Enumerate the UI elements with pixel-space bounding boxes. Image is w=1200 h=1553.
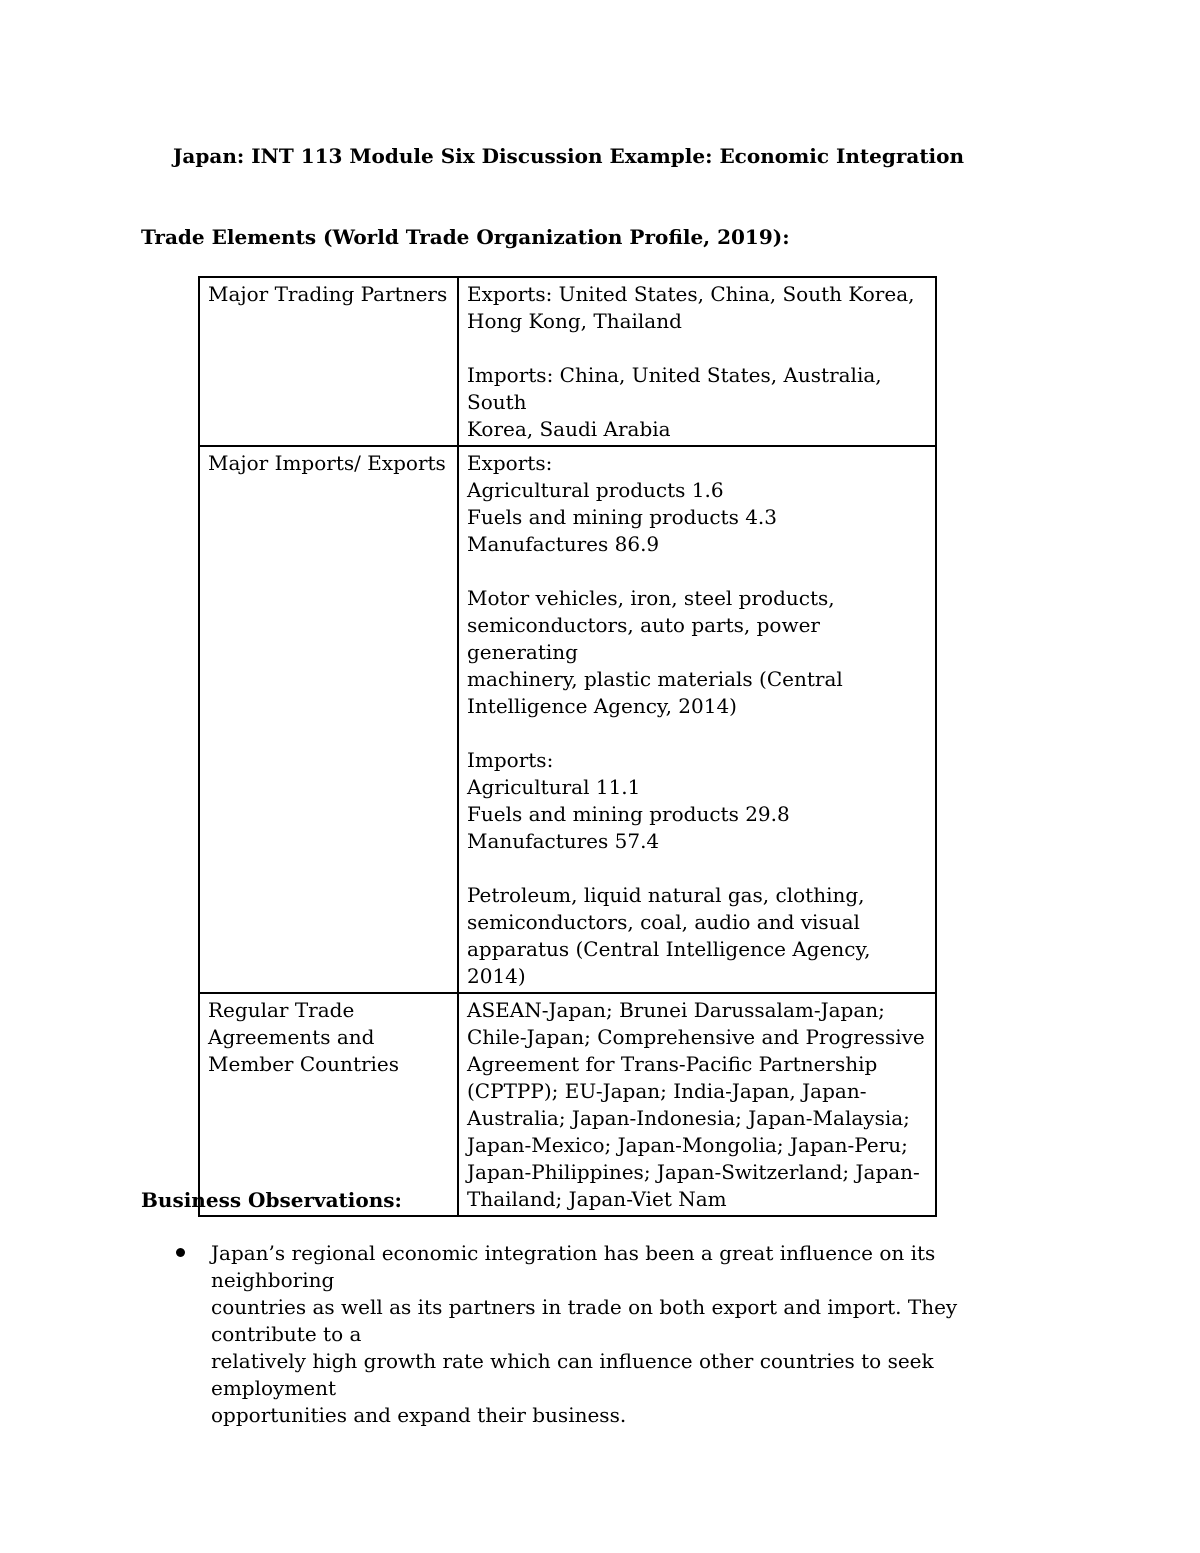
- imports-products-text: Petroleum, liquid natural gas, clothing, semiconductors, coal, audio and visual apparatus (Central Intelligence Agency, 2014): [467, 883, 871, 988]
- exports-shares-text: Exports: Agricultural products 1.6 Fuels and mining products 4.3 Manufactures 86.9: [467, 451, 778, 556]
- exports-partners-text: Exports: United States, China, South Korea, Hong Kong, Thailand: [467, 282, 915, 333]
- row-content-cell: [458, 993, 936, 1216]
- table-row-trade-agreements: [199, 993, 936, 1216]
- business-observations-list: [170, 1240, 1050, 1429]
- list-item: [170, 1240, 1050, 1429]
- row-label-cell: [199, 993, 458, 1216]
- observation-text: Japan’s regional economic integration has been a great influence on its neighboring countries as well as its partners in trade on both export and import. They contribute to a relatively high growth rate which can influence other countries to seek employment opportunities and expand their business.: [211, 1241, 958, 1427]
- document-title: Japan: INT 113 Module Six Discussion Example: Economic Integration: [172, 144, 965, 168]
- imports-shares-text: Imports: Agricultural 11.1 Fuels and mining products 29.8 Manufactures 57.4: [467, 748, 790, 853]
- row-label-cell: [199, 446, 458, 993]
- row-content-cell: [458, 277, 936, 446]
- trade-agreements-text: ASEAN-Japan; Brunei Darussalam-Japan; Chile-Japan; Comprehensive and Progressive Agreement for Trans-Pacific Partnership (CPTPP); EU-Japan; India-Japan, Japan- Australia; Japan-Indonesia; Japan-Malaysia; Japan-Mexico; Japan-Mongolia; Japan-Peru; Japan-Philippines; Japan-Switzerland; Japan- Thailand; Japan-Viet Nam: [467, 998, 925, 1211]
- table-row-trading-partners: [199, 277, 936, 446]
- row-label: Major Trading Partners: [208, 282, 448, 306]
- imports-partners-text: Imports: China, United States, Australia, South Korea, Saudi Arabia: [467, 363, 882, 441]
- row-label: Regular Trade Agreements and Member Countries: [208, 998, 400, 1076]
- table-row-imports-exports: [199, 446, 936, 993]
- row-label: Major Imports/ Exports: [208, 451, 446, 475]
- exports-products-text: Motor vehicles, iron, steel products, semiconductors, auto parts, power generating machinery, plastic materials (Central Intelligence Agency, 2014): [467, 586, 843, 718]
- bullet-icon: [176, 1248, 185, 1257]
- row-label-cell: [199, 277, 458, 446]
- row-content-cell: [458, 446, 936, 993]
- trade-elements-table: [198, 276, 937, 1217]
- business-observations-heading: Business Observations:: [141, 1188, 402, 1212]
- trade-elements-heading: Trade Elements (World Trade Organization Profile, 2019):: [141, 225, 790, 249]
